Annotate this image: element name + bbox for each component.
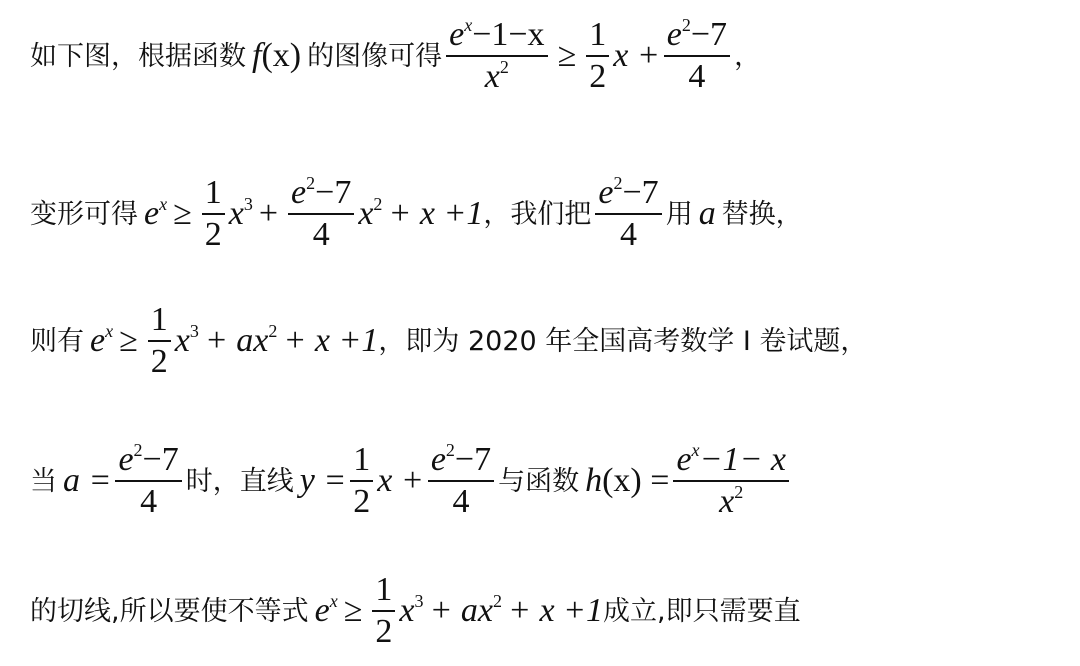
- line4-h: h: [585, 462, 603, 499]
- line5-ge: ≥: [343, 592, 363, 629]
- line4-half-numerator: 1: [353, 441, 371, 478]
- line2-plus: +: [258, 195, 279, 232]
- line-3: [30, 303, 1080, 379]
- line5-ex: $e^x$: [314, 590, 338, 629]
- line3-ge: ≥: [119, 322, 138, 359]
- fraction-bar: [595, 213, 661, 215]
- fraction-bar: [372, 610, 395, 612]
- line2-fraction-1: [288, 172, 354, 253]
- fraction-bar: [446, 55, 547, 57]
- line4-text-mid1: 时，直线: [185, 465, 294, 497]
- line1-frac2-denominator: 4: [688, 58, 706, 95]
- line1-half-numerator: 1: [589, 16, 607, 53]
- fraction-bar: [350, 480, 373, 482]
- line5-text-pre: 的切线,所以要使不等式: [30, 595, 309, 627]
- line4-frac2-denominator: 4: [452, 483, 470, 520]
- line1-half: [586, 18, 609, 94]
- line5-half: [372, 573, 395, 649]
- line-1: [30, 14, 1080, 95]
- line4-h-arg: (x) =: [602, 462, 670, 499]
- line2-x3: $x^3$: [228, 193, 253, 232]
- line2-ex: $e^x$: [144, 193, 168, 232]
- line3-text-pre: 则有: [30, 325, 84, 357]
- line5-ax2: + $ax^2$: [429, 590, 502, 629]
- line3-rest: + x +1: [283, 322, 379, 359]
- line2-use: 用: [665, 198, 693, 230]
- line2-half: [202, 176, 225, 252]
- line1-text-mid: 的图像可得: [307, 40, 443, 72]
- line2-tail: 替换，: [721, 198, 803, 230]
- line2-frac-denominator: 4: [312, 216, 330, 253]
- line2-a: a: [698, 195, 716, 232]
- line5-rest: + x +1: [508, 592, 603, 629]
- line4-fraction-2: [428, 439, 494, 520]
- fraction-bar: [202, 213, 225, 215]
- line2-half-numerator: 1: [204, 174, 222, 211]
- line4-y-eq: y =: [299, 462, 347, 499]
- line1-f: f: [252, 37, 262, 74]
- fraction-bar: [586, 55, 609, 57]
- fraction-bar: [288, 213, 354, 215]
- line2-frac-numerator: $e^2-7$: [291, 172, 352, 211]
- line1-ge: ≥: [557, 37, 577, 74]
- line1-f-arg: (x): [261, 37, 302, 74]
- fraction-bar: [428, 480, 494, 482]
- line1-tail: ，: [734, 40, 762, 72]
- line4-a-eq: a =: [63, 462, 112, 499]
- line2-rest: + x +1: [388, 195, 484, 232]
- line2-x2: $x^2$: [358, 193, 383, 232]
- line4-frac3-denominator: $x^2$: [719, 481, 744, 520]
- line4-frac3-numerator: $e^x-1- x$: [676, 439, 787, 478]
- line4-frac2-numerator: $e^2-7$: [430, 439, 492, 478]
- line3-half-denominator: 2: [150, 343, 168, 380]
- line2-text-pre: 变形可得: [30, 198, 138, 230]
- line4-half-denominator: 2: [353, 483, 371, 520]
- line5-half-denominator: 2: [375, 613, 393, 650]
- line3-x3: $x^3$: [174, 320, 199, 359]
- line4-text-pre: 当: [30, 465, 57, 497]
- line1-x-plus: x +: [613, 37, 660, 74]
- line1-text-pre: 如下图，根据函数: [30, 40, 246, 72]
- line3-ex: $e^x$: [90, 320, 114, 359]
- line2-text-mid: ，我们把: [483, 198, 592, 230]
- fraction-bar: [148, 340, 171, 342]
- line4-half: [350, 443, 373, 519]
- line2-frac2-numerator: $e^2-7$: [598, 172, 659, 211]
- fraction-bar: [115, 480, 181, 482]
- fraction-bar: [664, 55, 730, 57]
- line2-ge: ≥: [173, 195, 192, 232]
- line2-frac2-denominator: 4: [620, 216, 638, 253]
- line4-frac1-denominator: 4: [140, 483, 158, 520]
- line4-fraction-3: [673, 439, 789, 520]
- line1-fraction-2: [664, 14, 730, 95]
- line1-frac1-numerator: $e^x-1-x$: [449, 14, 545, 53]
- line5-half-numerator: 1: [375, 571, 393, 608]
- line3-tail: ，即为 2020 年全国高考数学 I 卷试题，: [378, 325, 868, 357]
- line4-fraction-1: [115, 439, 181, 520]
- line4-frac1-numerator: $e^2-7$: [118, 439, 179, 478]
- line5-tail: 成立,即只需要直: [602, 595, 801, 627]
- fraction-bar: [673, 480, 789, 482]
- line-2: [30, 172, 1080, 253]
- line3-half: [148, 303, 171, 379]
- line3-half-numerator: 1: [150, 301, 168, 338]
- line5-x3: $x^3$: [399, 590, 424, 629]
- line2-fraction-2: [595, 172, 661, 253]
- line-5: [30, 573, 1080, 649]
- line2-half-denominator: 2: [204, 216, 222, 253]
- line1-frac1-denominator: $x^2$: [484, 56, 509, 95]
- line1-fraction-1: [446, 14, 547, 95]
- line4-text-mid2: 与函数: [498, 465, 580, 497]
- line4-x-plus: x +: [377, 462, 424, 499]
- line1-frac2-numerator: $e^2-7$: [666, 14, 728, 53]
- line1-half-denominator: 2: [589, 58, 607, 95]
- line-4: [30, 439, 1080, 520]
- line3-ax2: + $ax^2$: [204, 320, 278, 359]
